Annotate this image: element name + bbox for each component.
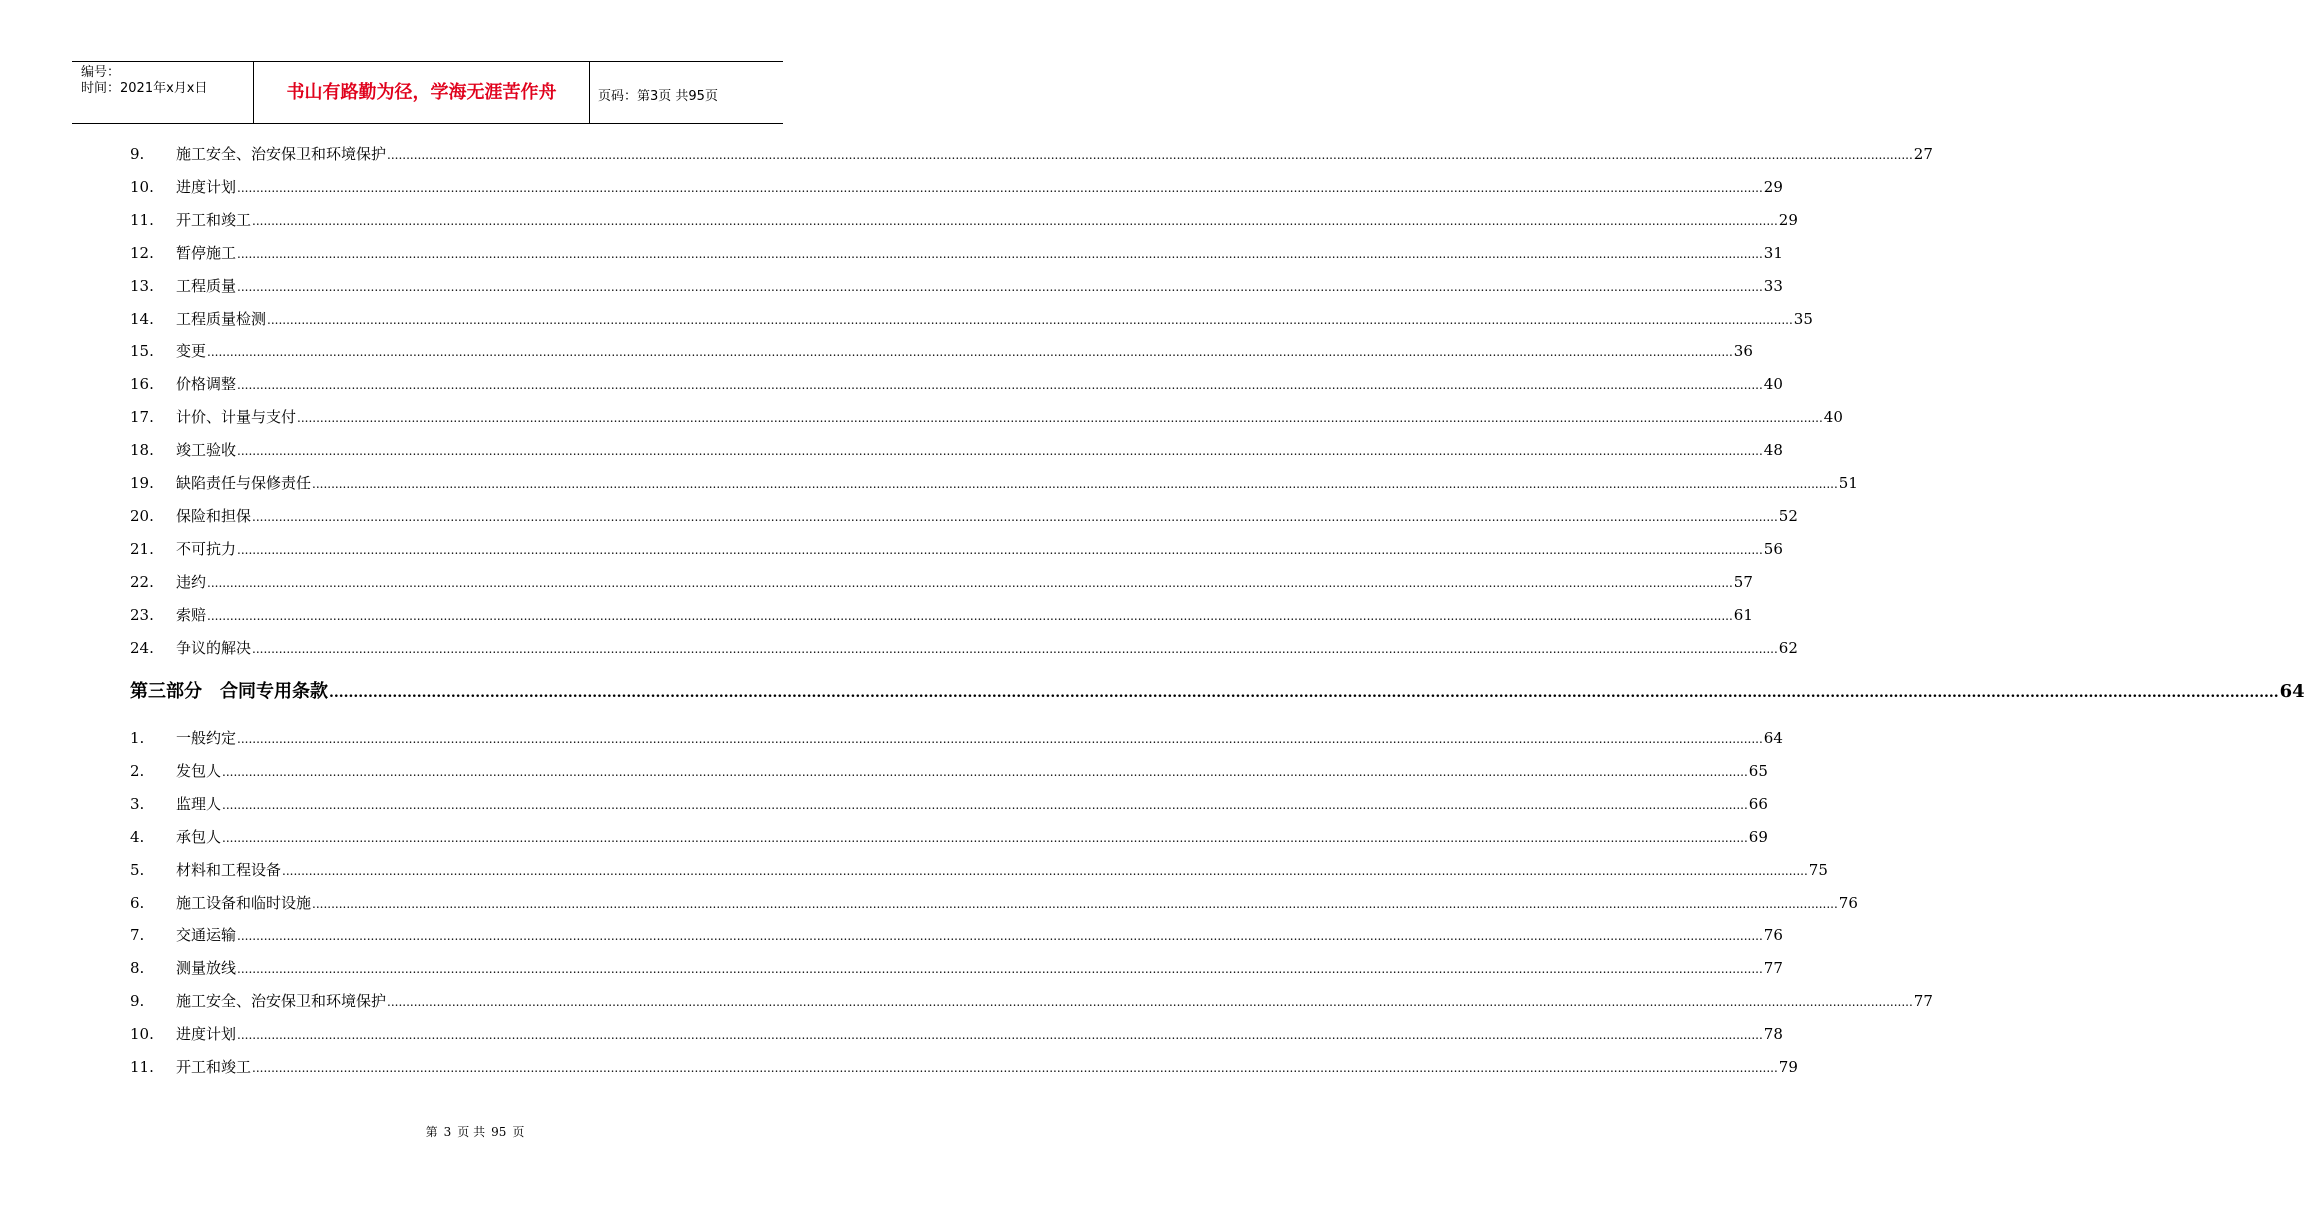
toc-entry-title: 开工和竣工 xyxy=(176,1058,252,1076)
toc-entry-number: 2. xyxy=(130,762,145,780)
toc-entry-title: 暂停施工 xyxy=(176,244,237,262)
toc-dot-leader: ................................................................................................................................................................................................................................................................................................................................................................................................................ xyxy=(237,444,1763,458)
toc-dot-leader: ................................................................................................................................................................................................................................................................................................................................................................................................................ xyxy=(237,247,1763,261)
toc-entry-page: 52 xyxy=(1778,507,1798,525)
toc-entry[interactable] xyxy=(130,990,1933,1012)
toc-entry-page: 78 xyxy=(1763,1025,1783,1043)
toc-part-heading[interactable] xyxy=(130,679,2305,705)
date-label: 时间：2021年x月x日 xyxy=(81,81,208,96)
toc-entry-number: 9. xyxy=(130,992,145,1010)
toc-entry[interactable] xyxy=(130,143,1933,165)
toc-dot-leader: ................................................................................................................................................................................................................................................................................................................................................................................................................ xyxy=(252,510,1778,524)
toc-entry-page: 62 xyxy=(1778,639,1798,657)
toc-entry-title: 材料和工程设备 xyxy=(176,861,282,879)
toc-entry-title: 索赔 xyxy=(176,606,207,624)
toc-entry-number: 7. xyxy=(130,926,145,944)
toc-entry-page: 77 xyxy=(1763,959,1783,977)
toc-part-page: 64 xyxy=(2279,681,2305,702)
toc-entry-page: 29 xyxy=(1763,178,1783,196)
toc-entry-title: 交通运输 xyxy=(176,926,237,944)
toc-part-title: 第三部分 合同专用条款 xyxy=(130,681,328,702)
toc-dot-leader: ................................................................................................................................................................................................................................................................................................................................................................................................................ xyxy=(207,609,1733,623)
toc-entry-number: 4. xyxy=(130,828,145,846)
toc-entry-page: 31 xyxy=(1763,244,1783,262)
toc-entry-title: 测量放线 xyxy=(176,959,237,977)
toc-dot-leader: ................................................................................................................................................................................................................................................................................................................................................................................................................ xyxy=(222,765,1748,779)
toc-dot-leader: ................................................................................................................................................................................................................................................................................................................................................................................................................ xyxy=(237,1028,1763,1042)
toc-entry-page: 61 xyxy=(1733,606,1753,624)
footer-total-pages: 95 xyxy=(491,1125,507,1139)
toc-dot-leader: ................................................................................................................................................................................................................................................................................................................................................................................................................ xyxy=(252,642,1778,656)
toc-entry-title: 价格调整 xyxy=(176,375,237,393)
toc-dot-leader: ................................................................................................................................................................................................................................................................................................................................................................................................................ xyxy=(329,685,2279,701)
toc-entry-page: 35 xyxy=(1793,310,1813,328)
toc-dot-leader: ................................................................................................................................................................................................................................................................................................................................................................................................................ xyxy=(207,345,1733,359)
toc-entry[interactable] xyxy=(130,859,1828,881)
footer-current-page: 3 xyxy=(443,1125,452,1139)
toc-entry-title: 不可抗力 xyxy=(176,540,237,558)
toc-entry-number: 5. xyxy=(130,861,145,879)
toc-entry[interactable] xyxy=(130,176,1783,198)
toc-entry-number: 12. xyxy=(130,244,154,262)
motto-text: 书山有路勤为径，学海无涯苦作舟 xyxy=(286,82,557,103)
toc-entry[interactable] xyxy=(130,760,1768,782)
toc-entry[interactable] xyxy=(130,957,1783,979)
toc-dot-leader: ................................................................................................................................................................................................................................................................................................................................................................................................................ xyxy=(387,148,1913,162)
toc-entry-title: 工程质量检测 xyxy=(176,310,267,328)
toc-entry-page: 66 xyxy=(1748,795,1768,813)
toc-entry[interactable] xyxy=(130,472,1858,494)
toc-entry-page: 64 xyxy=(1763,729,1783,747)
toc-entry-number: 20. xyxy=(130,507,154,525)
toc-dot-leader: ................................................................................................................................................................................................................................................................................................................................................................................................................ xyxy=(252,1061,1778,1075)
toc-entry[interactable] xyxy=(130,727,1783,749)
toc-entry[interactable] xyxy=(130,439,1783,461)
toc-dot-leader: ................................................................................................................................................................................................................................................................................................................................................................................................................ xyxy=(312,477,1838,491)
toc-entry-page: 76 xyxy=(1763,926,1783,944)
toc-entry-page: 40 xyxy=(1823,408,1843,426)
toc-entry-page: 77 xyxy=(1913,992,1933,1010)
toc-entry-title: 开工和竣工 xyxy=(176,211,252,229)
toc-entry-title: 施工设备和临时设施 xyxy=(176,894,312,912)
toc-dot-leader: ................................................................................................................................................................................................................................................................................................................................................................................................................ xyxy=(237,732,1763,746)
toc-entry-number: 8. xyxy=(130,959,145,977)
toc-entry-title: 保险和担保 xyxy=(176,507,252,525)
toc-dot-leader: ................................................................................................................................................................................................................................................................................................................................................................................................................ xyxy=(267,313,1793,327)
toc-entry-page: 69 xyxy=(1748,828,1768,846)
toc-entry-page: 33 xyxy=(1763,277,1783,295)
toc-entry-number: 11. xyxy=(130,1058,154,1076)
toc-dot-leader: ................................................................................................................................................................................................................................................................................................................................................................................................................ xyxy=(237,280,1763,294)
toc-entry[interactable] xyxy=(130,571,1753,593)
toc-entry-number: 24. xyxy=(130,639,154,657)
toc-entry-title: 施工安全、治安保卫和环境保护 xyxy=(176,992,387,1010)
toc-entry-number: 19. xyxy=(130,474,154,492)
toc-entry-title: 发包人 xyxy=(176,762,222,780)
toc-entry-number: 17. xyxy=(130,408,154,426)
toc-entry-page: 40 xyxy=(1763,375,1783,393)
page-code: 页码：第3页 共95页 xyxy=(598,89,718,104)
toc-entry[interactable] xyxy=(130,209,1798,231)
toc-entry-page: 75 xyxy=(1808,861,1828,879)
toc-entry-page: 27 xyxy=(1913,145,1933,163)
toc-entry-number: 22. xyxy=(130,573,154,591)
toc-entry[interactable] xyxy=(130,892,1858,914)
toc-entry-number: 3. xyxy=(130,795,145,813)
toc-entry-title: 违约 xyxy=(176,573,207,591)
toc-entry-title: 竣工验收 xyxy=(176,441,237,459)
toc-entry-number: 16. xyxy=(130,375,154,393)
toc-entry-number: 23. xyxy=(130,606,154,624)
toc-entry-title: 承包人 xyxy=(176,828,222,846)
toc-entry-page: 51 xyxy=(1838,474,1858,492)
toc-entry-page: 56 xyxy=(1763,540,1783,558)
toc-dot-leader: ................................................................................................................................................................................................................................................................................................................................................................................................................ xyxy=(222,798,1748,812)
toc-entry-title: 缺陷责任与保修责任 xyxy=(176,474,312,492)
toc-entry-number: 9. xyxy=(130,145,145,163)
toc-dot-leader: ................................................................................................................................................................................................................................................................................................................................................................................................................ xyxy=(297,411,1823,425)
toc-entry[interactable] xyxy=(130,505,1798,527)
toc-entry[interactable] xyxy=(130,373,1783,395)
toc-entry-title: 计价、计量与支付 xyxy=(176,408,297,426)
toc-entry[interactable] xyxy=(130,1056,1798,1078)
toc-entry-title: 工程质量 xyxy=(176,277,237,295)
footer-prefix: 第 xyxy=(425,1125,438,1139)
toc-dot-leader: ................................................................................................................................................................................................................................................................................................................................................................................................................ xyxy=(237,378,1763,392)
serial-number-label: 编号： xyxy=(81,65,121,80)
toc-entry[interactable] xyxy=(130,637,1798,659)
toc-entry-page: 57 xyxy=(1733,573,1753,591)
page-footer xyxy=(0,1123,950,1140)
toc-entry-page: 36 xyxy=(1733,342,1753,360)
toc-entry[interactable] xyxy=(130,275,1783,297)
toc-dot-leader: ................................................................................................................................................................................................................................................................................................................................................................................................................ xyxy=(252,214,1778,228)
toc-entry-title: 进度计划 xyxy=(176,178,237,196)
toc-dot-leader: ................................................................................................................................................................................................................................................................................................................................................................................................................ xyxy=(237,543,1763,557)
toc-dot-leader: ................................................................................................................................................................................................................................................................................................................................................................................................................ xyxy=(237,181,1763,195)
toc-entry-number: 18. xyxy=(130,441,154,459)
footer-suffix: 页 xyxy=(512,1125,525,1139)
toc-entry[interactable] xyxy=(130,308,1813,330)
toc-entry-number: 10. xyxy=(130,1025,154,1043)
toc-entry-title: 变更 xyxy=(176,342,207,360)
toc-entry-title: 争议的解决 xyxy=(176,639,252,657)
toc-entry[interactable] xyxy=(130,538,1783,560)
toc-entry-page: 29 xyxy=(1778,211,1798,229)
toc-entry[interactable] xyxy=(130,242,1783,264)
toc-entry-number: 14. xyxy=(130,310,154,328)
toc-entry[interactable] xyxy=(130,826,1768,848)
toc-entry[interactable] xyxy=(130,1023,1783,1045)
toc-dot-leader: ................................................................................................................................................................................................................................................................................................................................................................................................................ xyxy=(237,929,1763,943)
toc-entry-title: 监理人 xyxy=(176,795,222,813)
toc-entry[interactable] xyxy=(130,406,1843,428)
toc-entry-title: 一般约定 xyxy=(176,729,237,747)
toc-entry[interactable] xyxy=(130,793,1768,815)
toc-entry-number: 6. xyxy=(130,894,145,912)
toc-entry[interactable] xyxy=(130,604,1753,626)
toc-dot-leader: ................................................................................................................................................................................................................................................................................................................................................................................................................ xyxy=(222,831,1748,845)
toc-dot-leader: ................................................................................................................................................................................................................................................................................................................................................................................................................ xyxy=(237,962,1763,976)
toc-entry-page: 65 xyxy=(1748,762,1768,780)
toc-entry-title: 进度计划 xyxy=(176,1025,237,1043)
toc-entry-page: 79 xyxy=(1778,1058,1798,1076)
toc-entry-number: 11. xyxy=(130,211,154,229)
toc-entry-number: 13. xyxy=(130,277,154,295)
toc-entry-page: 76 xyxy=(1838,894,1858,912)
toc-entry-page: 48 xyxy=(1763,441,1783,459)
toc-dot-leader: ................................................................................................................................................................................................................................................................................................................................................................................................................ xyxy=(312,897,1838,911)
footer-middle: 页 共 xyxy=(457,1125,486,1139)
toc-entry-number: 1. xyxy=(130,729,145,747)
toc-dot-leader: ................................................................................................................................................................................................................................................................................................................................................................................................................ xyxy=(207,576,1733,590)
toc-entry-number: 21. xyxy=(130,540,154,558)
toc-entry[interactable] xyxy=(130,924,1783,946)
toc-entry[interactable] xyxy=(130,340,1753,362)
toc-entry-number: 15. xyxy=(130,342,154,360)
toc-dot-leader: ................................................................................................................................................................................................................................................................................................................................................................................................................ xyxy=(282,864,1808,878)
toc-dot-leader: ................................................................................................................................................................................................................................................................................................................................................................................................................ xyxy=(387,995,1913,1009)
toc-entry-title: 施工安全、治安保卫和环境保护 xyxy=(176,145,387,163)
toc-entry-number: 10. xyxy=(130,178,154,196)
